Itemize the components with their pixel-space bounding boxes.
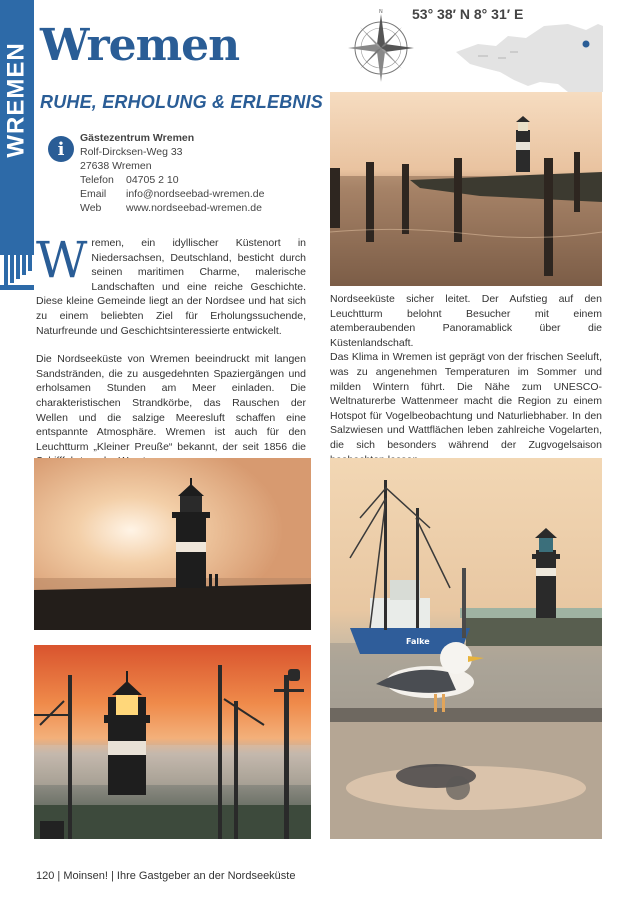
boat-name: Falke bbox=[406, 637, 430, 646]
coordinates: 53° 38′ N 8° 31′ E bbox=[412, 6, 524, 22]
contact-city: 27638 Wremen bbox=[80, 160, 152, 172]
contact-email-row bbox=[80, 187, 265, 201]
info-icon: i bbox=[48, 136, 74, 162]
photo-sunset-lighthouse bbox=[34, 458, 311, 630]
photo-gull-boat bbox=[330, 458, 602, 839]
photo-lighthouse-dusk bbox=[34, 645, 311, 839]
article-paragraph-4: Das Klima in Wremen ist geprägt von der frischen Seeluft, was zu angenehmen Temperaturen im Sommer und milden Wintern führt. Die Nähe zum UNESCO-Weltnaturerbe Wattenmeer macht die Region zu einem Hotspot für Vogelbeobachtung und Naturliebhaber. In den Salzwiesen und Wattflächen leben zahlreiche Vogelarten, die sich besonders während der Zugvogelsaison bbox=[330, 351, 602, 451]
sidebar-band bbox=[0, 0, 34, 290]
contact-name: Gästezentrum Wremen bbox=[80, 132, 195, 144]
compass-rose-icon bbox=[340, 8, 422, 84]
phone-label: Telefon bbox=[80, 174, 114, 186]
article-column-2 bbox=[330, 292, 602, 467]
email-link[interactable]: info@nordseebad-wremen.de bbox=[126, 188, 265, 200]
article-paragraph-3: Nordseeküste sicher leitet. Der Aufstieg auf den Leuchtturm belohnt Besucher mit einem atemberaubenden Panoramablick über die Küstenlandschaft. bbox=[330, 293, 602, 349]
sidebar-stripes bbox=[0, 255, 34, 285]
article-paragraph-1 bbox=[36, 231, 306, 338]
sidebar-label: WREMEN bbox=[3, 42, 31, 158]
drop-cap: W bbox=[36, 231, 88, 289]
article-p1-text: remen, ein idyllischer Küstenort in Niedersachsen, Deutschland, besticht durch seinen maritimen Charme, malerische Landschaften und eine reiche Geschichte. Diese kleine Gemeinde liegt an der Nordsee und hat sich zu einem beliebten Ziel für Erholungssuchende, Naturfreunde und Geschichtsinteressierte entwickelt. bbox=[36, 237, 306, 337]
phone-value[interactable]: 04705 2 10 bbox=[126, 174, 179, 186]
location-map bbox=[448, 12, 603, 92]
contact-web-row bbox=[80, 201, 265, 215]
sidebar-label-wrap bbox=[0, 0, 34, 200]
location-marker-icon bbox=[583, 41, 590, 48]
contact-street: Rolf-Dircksen-Weg 33 bbox=[80, 146, 183, 158]
article-paragraph-2: Die Nordseeküste von Wremen beeindruckt mit langen Sandstränden, die zu ausgedehnten Spaziergängen und erholsamen Stunden am Meer einladen. Die charakteristischen Strandkörbe, das Rauschen der Wellen und die salzige Meeresluft schaffen eine entspannte Atmosphäre. Wremen ist auch für den Leuchtturm „Kleiner Preuße“ bekannt, der seit 1856 die bbox=[36, 353, 306, 453]
page-footer: 120 | Moinsen! | Ihre Gastgeber an der Nordseeküste bbox=[36, 870, 296, 882]
page-subtitle: RUHE, ERHOLUNG & ERLEBNIS bbox=[40, 92, 324, 112]
contact-block bbox=[80, 131, 265, 215]
article-column-1 bbox=[36, 231, 306, 469]
email-label: Email bbox=[80, 188, 107, 200]
contact-phone-row bbox=[80, 173, 265, 187]
web-label: Web bbox=[80, 202, 102, 214]
photo-harbour-lighthouse bbox=[330, 92, 602, 286]
page-title: Wremen bbox=[40, 20, 240, 71]
web-link[interactable]: www.nordseebad-wremen.de bbox=[126, 202, 262, 214]
svg-text:N: N bbox=[379, 9, 383, 15]
